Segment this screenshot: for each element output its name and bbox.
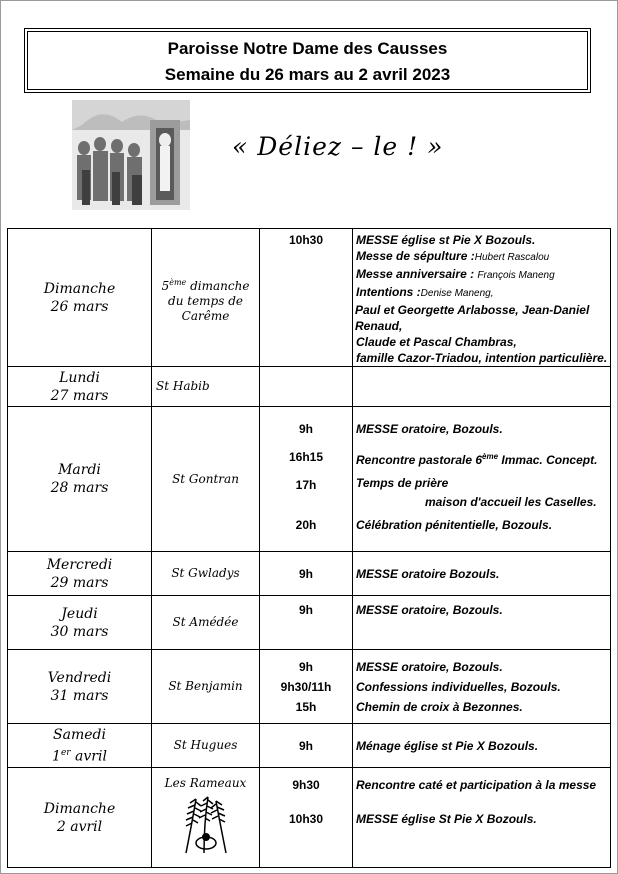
activity-text: Rencontre caté et participation à la messe <box>356 778 597 792</box>
saint-sup: ème <box>169 278 187 287</box>
saint-name: Les Rameaux <box>164 776 247 790</box>
activity-text: MESSE oratoire, Bozouls. <box>356 659 503 674</box>
day-date: 30 mars <box>50 623 109 640</box>
activity-sup: ème <box>482 452 499 461</box>
intentions-first: Denise Maneng, <box>420 288 494 299</box>
activity-text: MESSE oratoire, Bozouls. <box>356 603 503 617</box>
date-sup: er <box>60 747 71 758</box>
intentions-label: Intentions : <box>356 285 421 299</box>
activity-text: maison d'accueil les Caselles. <box>425 495 597 509</box>
day-date: 2 avril <box>56 818 103 835</box>
intentions-line: famille Cazor-Triadou, intention particulière. <box>356 351 608 365</box>
saint-cell <box>152 650 260 724</box>
day-cell <box>8 367 152 407</box>
day-name: Dimanche <box>43 800 116 817</box>
day-cell <box>8 407 152 552</box>
day-cell <box>8 768 152 868</box>
day-date: 26 mars <box>50 298 109 315</box>
activity-cell <box>353 650 611 724</box>
activity-text <box>353 284 610 302</box>
activity-text <box>353 248 610 266</box>
day-cell <box>8 724 152 768</box>
activity-cell <box>353 724 611 768</box>
activity-text: MESSE église st Pie X Bozouls. <box>356 233 536 247</box>
saint-name: St Gontran <box>172 471 239 486</box>
time-value: 9h <box>298 603 313 617</box>
day-cell <box>8 552 152 596</box>
day-name: Mercredi <box>46 556 113 573</box>
saint-cell <box>152 768 260 868</box>
activity-text: Ménage église st Pie X Bozouls. <box>356 738 539 753</box>
time-value: 10h30 <box>288 812 324 826</box>
saint-name: St Gwladys <box>171 566 240 580</box>
time-value: 9h <box>298 659 313 674</box>
table-row <box>8 724 611 768</box>
activity-text <box>353 443 610 471</box>
slogan: « Déliez – le ! » <box>232 132 444 161</box>
activity-text <box>353 266 610 284</box>
times-cell <box>260 724 353 768</box>
times-cell <box>260 596 353 650</box>
saint-cell <box>152 724 260 768</box>
time-value: 9h <box>298 566 313 581</box>
day-cell <box>8 596 152 650</box>
palm-branches-icon <box>174 793 238 857</box>
activity-cell <box>353 407 611 552</box>
sepulture-label: Messe de sépulture : <box>356 249 475 263</box>
intentions-line: Paul et Georgette Arlabosse, Jean-Daniel Renaud, <box>355 303 590 333</box>
activity-cell <box>353 229 611 367</box>
week-title: Semaine du 26 mars au 2 avril 2023 <box>164 65 451 84</box>
table-row <box>8 596 611 650</box>
intentions-line: Claude et Pascal Chambras, <box>356 335 517 349</box>
saint-cell <box>152 367 260 407</box>
day-name: Vendredi <box>47 669 112 686</box>
activity-cell <box>353 367 611 407</box>
saint-name: dimanche du temps de Carême <box>168 279 250 323</box>
saint-number: 5 <box>161 279 170 293</box>
day-date: 27 mars <box>50 387 109 404</box>
times-cell <box>260 367 353 407</box>
saint-cell <box>152 552 260 596</box>
day-date: 29 mars <box>50 574 109 591</box>
day-date: 31 mars <box>50 687 109 704</box>
schedule-table <box>7 228 611 868</box>
time-value: 20h <box>295 518 317 532</box>
activity-text: MESSE oratoire Bozouls. <box>356 566 500 581</box>
day-date: 28 mars <box>50 480 109 496</box>
activity-cell <box>353 768 611 868</box>
saint-cell <box>152 407 260 552</box>
times-cell <box>260 407 353 552</box>
parish-title: Paroisse Notre Dame des Causses <box>167 39 448 58</box>
activity-cell <box>353 596 611 650</box>
activity-text: Célébration pénitentielle, Bozouls. <box>356 518 553 532</box>
activity-part: Rencontre pastorale 6 <box>356 453 483 467</box>
time-value: 16h15 <box>288 450 324 464</box>
activity-text: MESSE église St Pie X Bozouls. <box>356 812 537 826</box>
activity-part: Immac. Concept. <box>498 453 598 467</box>
time-value: 9h <box>298 422 313 436</box>
saint-cell <box>152 229 260 367</box>
activity-text: Temps de prière <box>356 476 449 490</box>
day-date <box>8 744 151 766</box>
times-cell <box>260 229 353 367</box>
date-part: avril <box>70 748 107 765</box>
activity-cell <box>353 552 611 596</box>
table-row <box>8 650 611 724</box>
times-cell <box>260 650 353 724</box>
time-value: 9h <box>298 738 313 753</box>
time-value: 15h <box>295 699 317 714</box>
religious-painting-image <box>72 100 190 210</box>
date-part: 1 <box>52 748 61 765</box>
day-name: Dimanche <box>43 280 116 297</box>
time-value: 17h <box>295 478 317 492</box>
table-row <box>8 552 611 596</box>
activity-text: Confessions individuelles, Bozouls. <box>356 679 561 694</box>
day-name: Jeudi <box>61 605 98 622</box>
day-name: Mardi <box>58 462 101 478</box>
saint-cell <box>152 596 260 650</box>
activity-text: MESSE oratoire, Bozouls. <box>356 422 503 436</box>
time-value: 9h30 <box>292 778 320 792</box>
saint-name: St Hugues <box>173 738 238 752</box>
day-cell <box>8 229 152 367</box>
activity-text: Chemin de croix à Bezonnes. <box>356 699 523 714</box>
sepulture-name: Hubert Rascalou <box>474 252 550 263</box>
saint-name: St Amédée <box>172 615 239 629</box>
day-name: Lundi <box>59 369 100 386</box>
anniversary-label: Messe anniversaire : <box>356 267 475 281</box>
time-value: 10h30 <box>288 233 324 247</box>
times-cell <box>260 768 353 868</box>
table-row <box>8 407 611 552</box>
times-cell <box>260 552 353 596</box>
day-cell <box>8 650 152 724</box>
time-value: 9h30/11h <box>280 679 332 694</box>
anniversary-name: François Maneng <box>477 270 555 281</box>
saint-name: St Habib <box>156 379 210 393</box>
header-box <box>27 31 588 90</box>
day-name: Samedi <box>53 726 106 743</box>
table-row <box>8 367 611 407</box>
saint-name: St Benjamin <box>168 679 243 693</box>
table-row <box>8 229 611 367</box>
table-row <box>8 768 611 868</box>
